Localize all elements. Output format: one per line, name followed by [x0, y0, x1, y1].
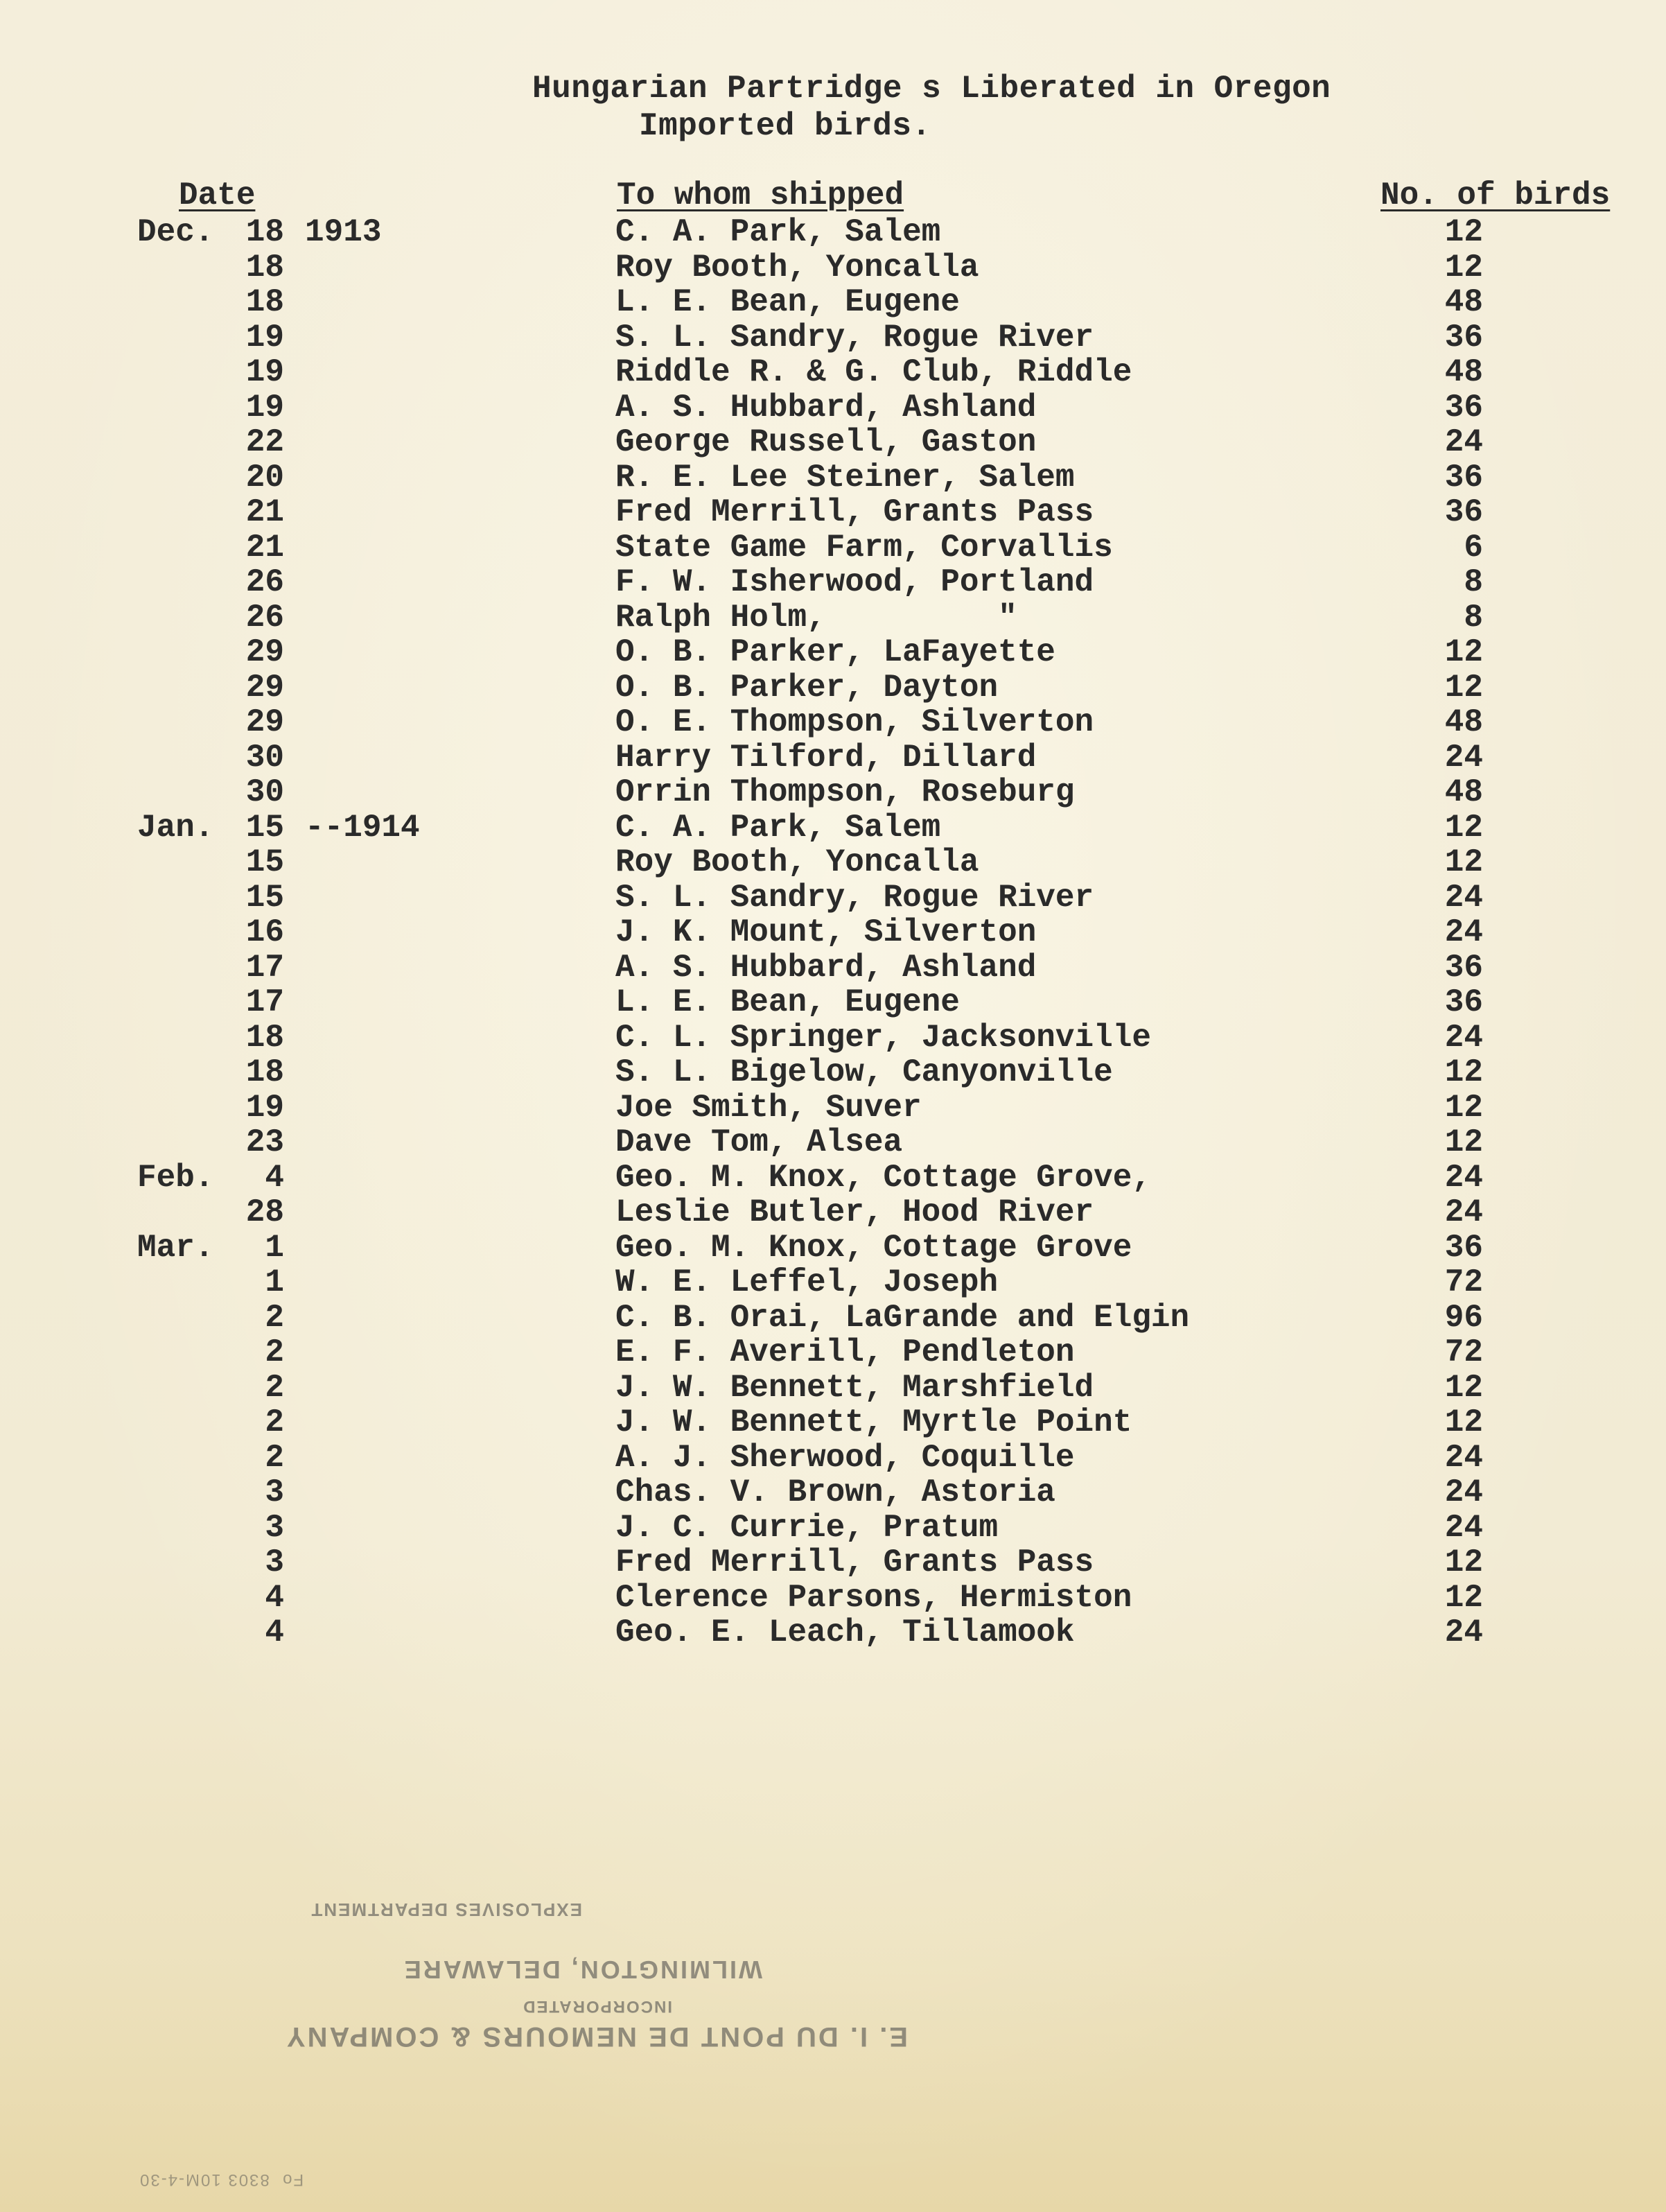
bird-count: 24 [1444, 1159, 1483, 1196]
date-day: 15 [245, 844, 284, 880]
date-month: Mar. [137, 1229, 214, 1266]
date-month: Feb. [137, 1159, 214, 1196]
date-day: 29 [245, 704, 284, 740]
table-row [0, 460, 1666, 496]
date-year: --1914 [305, 809, 420, 846]
bird-count: 24 [1444, 914, 1483, 950]
table-row [0, 1440, 1666, 1476]
recipient: S. L. Bigelow, Canyonville [615, 1054, 1113, 1090]
bird-count: 12 [1444, 1544, 1483, 1580]
bird-count: 24 [1444, 1194, 1483, 1230]
bird-count: 12 [1444, 214, 1483, 250]
date-day: 4 [265, 1159, 284, 1196]
recipient: S. L. Sandry, Rogue River [615, 879, 1094, 916]
date-day: 15 [245, 879, 284, 916]
bird-count: 12 [1444, 1369, 1483, 1406]
bird-count: 8 [1464, 564, 1483, 600]
recipient: L. E. Bean, Eugene [615, 984, 960, 1020]
date-day: 29 [245, 634, 284, 670]
date-day: 29 [245, 669, 284, 706]
recipient: Leslie Butler, Hood River [615, 1194, 1094, 1230]
recipient: A. J. Sherwood, Coquille [615, 1439, 1075, 1476]
date-day: 3 [265, 1509, 284, 1546]
table-row [0, 565, 1666, 600]
recipient: E. F. Averill, Pendleton [615, 1334, 1075, 1370]
date-day: 18 [245, 284, 284, 320]
table-row [0, 950, 1666, 986]
table-row [0, 1615, 1666, 1651]
bird-count: 12 [1444, 1579, 1483, 1616]
date-day: 4 [265, 1579, 284, 1616]
table-row [0, 1475, 1666, 1510]
bird-count: 96 [1444, 1299, 1483, 1336]
date-day: 23 [245, 1124, 284, 1160]
recipient: R. E. Lee Steiner, Salem [615, 459, 1075, 496]
table-row [0, 250, 1666, 286]
bird-count: 8 [1464, 599, 1483, 636]
recipient: State Game Farm, Corvallis [615, 529, 1113, 566]
table-row [0, 1300, 1666, 1336]
bird-count: 24 [1444, 424, 1483, 460]
letterhead-show-through [104, 1872, 936, 2052]
table-row [0, 1020, 1666, 1056]
date-day: 18 [245, 249, 284, 286]
table-row [0, 740, 1666, 776]
date-day: 22 [245, 424, 284, 460]
recipient: C. A. Park, Salem [615, 214, 941, 250]
date-day: 21 [245, 494, 284, 530]
recipient: J. W. Bennett, Myrtle Point [615, 1404, 1132, 1440]
recipient: Ralph Holm, " [615, 599, 1017, 636]
document-subtitle: Imported birds. [639, 108, 931, 144]
bird-count: 12 [1444, 1404, 1483, 1440]
table-row [0, 845, 1666, 880]
recipient: Harry Tilford, Dillard [615, 739, 1037, 776]
bird-count: 24 [1444, 1439, 1483, 1476]
bird-count: 36 [1444, 494, 1483, 530]
recipient: George Russell, Gaston [615, 424, 1037, 460]
date-day: 19 [245, 354, 284, 390]
bird-count: 36 [1444, 389, 1483, 426]
bird-count: 12 [1444, 1124, 1483, 1160]
table-row [0, 1230, 1666, 1266]
bird-count: 72 [1444, 1334, 1483, 1370]
table-row [0, 635, 1666, 670]
bird-count: 24 [1444, 1509, 1483, 1546]
date-month: Jan. [137, 809, 214, 846]
date-day: 20 [245, 459, 284, 496]
recipient: J. W. Bennett, Marshfield [615, 1369, 1094, 1406]
recipient: Roy Booth, Yoncalla [615, 249, 979, 286]
recipient: A. S. Hubbard, Ashland [615, 389, 1037, 426]
recipient: Orrin Thompson, Roseburg [615, 774, 1075, 810]
table-row [0, 670, 1666, 706]
bird-count: 72 [1444, 1264, 1483, 1300]
date-day: 28 [245, 1194, 284, 1230]
recipient: Dave Tom, Alsea [615, 1124, 903, 1160]
recipient: L. E. Bean, Eugene [615, 284, 960, 320]
recipient: O. B. Parker, LaFayette [615, 634, 1055, 670]
table-row [0, 1545, 1666, 1580]
date-day: 17 [245, 984, 284, 1020]
date-day: 18 [245, 1054, 284, 1090]
table-row [0, 600, 1666, 636]
date-day: 2 [265, 1299, 284, 1336]
column-header-count: No. of birds [1380, 177, 1611, 214]
date-day: 2 [265, 1334, 284, 1370]
date-day: 2 [265, 1369, 284, 1406]
table-row [0, 1405, 1666, 1440]
recipient: C. A. Park, Salem [615, 809, 941, 846]
recipient: C. L. Springer, Jacksonville [615, 1019, 1151, 1056]
recipient: Roy Booth, Yoncalla [615, 844, 979, 880]
table-row [0, 355, 1666, 390]
recipient: S. L. Sandry, Rogue River [615, 319, 1094, 356]
bird-count: 12 [1444, 809, 1483, 846]
date-year: 1913 [305, 214, 382, 250]
date-day: 19 [245, 1089, 284, 1126]
table-row [0, 1370, 1666, 1406]
bird-count: 36 [1444, 949, 1483, 986]
table-row [0, 215, 1666, 250]
recipient: W. E. Leffel, Joseph [615, 1264, 999, 1300]
recipient: Riddle R. & G. Club, Riddle [615, 354, 1132, 390]
date-day: 19 [245, 319, 284, 356]
table-row [0, 425, 1666, 460]
bird-count: 24 [1444, 1614, 1483, 1651]
letterhead-department: EXPLOSIVES DEPARTMENT [310, 1899, 582, 1920]
table-row [0, 775, 1666, 810]
table-row [0, 1335, 1666, 1370]
date-month: Dec. [137, 214, 214, 250]
recipient: F. W. Isherwood, Portland [615, 564, 1094, 600]
date-day: 19 [245, 389, 284, 426]
table-row [0, 1510, 1666, 1546]
table-row [0, 985, 1666, 1020]
recipient: Fred Merrill, Grants Pass [615, 1544, 1094, 1580]
recipient: O. E. Thompson, Silverton [615, 704, 1094, 740]
bird-count: 24 [1444, 1474, 1483, 1510]
date-day: 30 [245, 774, 284, 810]
table-row [0, 390, 1666, 426]
table-row [0, 1160, 1666, 1196]
date-day: 17 [245, 949, 284, 986]
bird-count: 48 [1444, 704, 1483, 740]
shipment-list [0, 215, 1666, 1651]
bird-count: 36 [1444, 459, 1483, 496]
recipient: Joe Smith, Suver [615, 1089, 922, 1126]
bird-count: 24 [1444, 1019, 1483, 1056]
table-row [0, 810, 1666, 846]
date-day: 4 [265, 1614, 284, 1651]
letterhead-city: WILMINGTON, DELAWARE [402, 1956, 762, 1984]
document-title: Hungarian Partridge s Liberated in Oregon [532, 71, 1331, 107]
bird-count: 24 [1444, 879, 1483, 916]
table-row [0, 320, 1666, 356]
table-row [0, 1125, 1666, 1160]
column-header-whom: To whom shipped [617, 177, 904, 214]
bird-count: 12 [1444, 634, 1483, 670]
date-day: 16 [245, 914, 284, 950]
bird-count: 36 [1444, 984, 1483, 1020]
bird-count: 6 [1464, 529, 1483, 566]
recipient: Clerence Parsons, Hermiston [615, 1579, 1132, 1616]
bird-count: 12 [1444, 249, 1483, 286]
recipient: A. S. Hubbard, Ashland [615, 949, 1037, 986]
date-day: 26 [245, 564, 284, 600]
bird-count: 48 [1444, 774, 1483, 810]
bird-count: 12 [1444, 669, 1483, 706]
bird-count: 36 [1444, 319, 1483, 356]
date-day: 2 [265, 1439, 284, 1476]
column-header-date: Date [179, 177, 256, 214]
bird-count: 48 [1444, 284, 1483, 320]
recipient: C. B. Orai, LaGrande and Elgin [615, 1299, 1190, 1336]
date-day: 3 [265, 1474, 284, 1510]
bird-count: 12 [1444, 1054, 1483, 1090]
table-row [0, 495, 1666, 530]
bird-count: 24 [1444, 739, 1483, 776]
bird-count: 36 [1444, 1229, 1483, 1266]
recipient: Geo. M. Knox, Cottage Grove [615, 1229, 1132, 1266]
bird-count: 12 [1444, 1089, 1483, 1126]
date-day: 21 [245, 529, 284, 566]
recipient: J. K. Mount, Silverton [615, 914, 1037, 950]
table-row [0, 880, 1666, 916]
date-day: 3 [265, 1544, 284, 1580]
table-row [0, 1055, 1666, 1090]
date-day: 1 [265, 1264, 284, 1300]
date-day: 2 [265, 1404, 284, 1440]
date-day: 30 [245, 739, 284, 776]
bird-count: 12 [1444, 844, 1483, 880]
table-row [0, 1265, 1666, 1300]
table-row [0, 1090, 1666, 1126]
table-row [0, 705, 1666, 740]
form-code: Fo 8303 10M-4-30 [139, 2170, 304, 2189]
table-row [0, 915, 1666, 950]
letterhead-company: E. I. DU PONT DE NEMOURS & COMPANY [284, 2021, 908, 2052]
table-row [0, 530, 1666, 566]
recipient: Geo. M. Knox, Cottage Grove, [615, 1159, 1151, 1196]
recipient: Fred Merrill, Grants Pass [615, 494, 1094, 530]
recipient: Chas. V. Brown, Astoria [615, 1474, 1055, 1510]
recipient: Geo. E. Leach, Tillamook [615, 1614, 1075, 1651]
date-day: 18 [245, 1019, 284, 1056]
table-row [0, 1580, 1666, 1616]
date-day: 15 [245, 809, 284, 846]
recipient: J. C. Currie, Pratum [615, 1509, 999, 1546]
date-day: 26 [245, 599, 284, 636]
recipient: O. B. Parker, Dayton [615, 669, 999, 706]
letterhead-incorporated: INCORPORATED [522, 1997, 672, 2016]
date-day: 18 [245, 214, 284, 250]
bird-count: 48 [1444, 354, 1483, 390]
table-row [0, 285, 1666, 320]
date-day: 1 [265, 1229, 284, 1266]
table-row [0, 1195, 1666, 1230]
